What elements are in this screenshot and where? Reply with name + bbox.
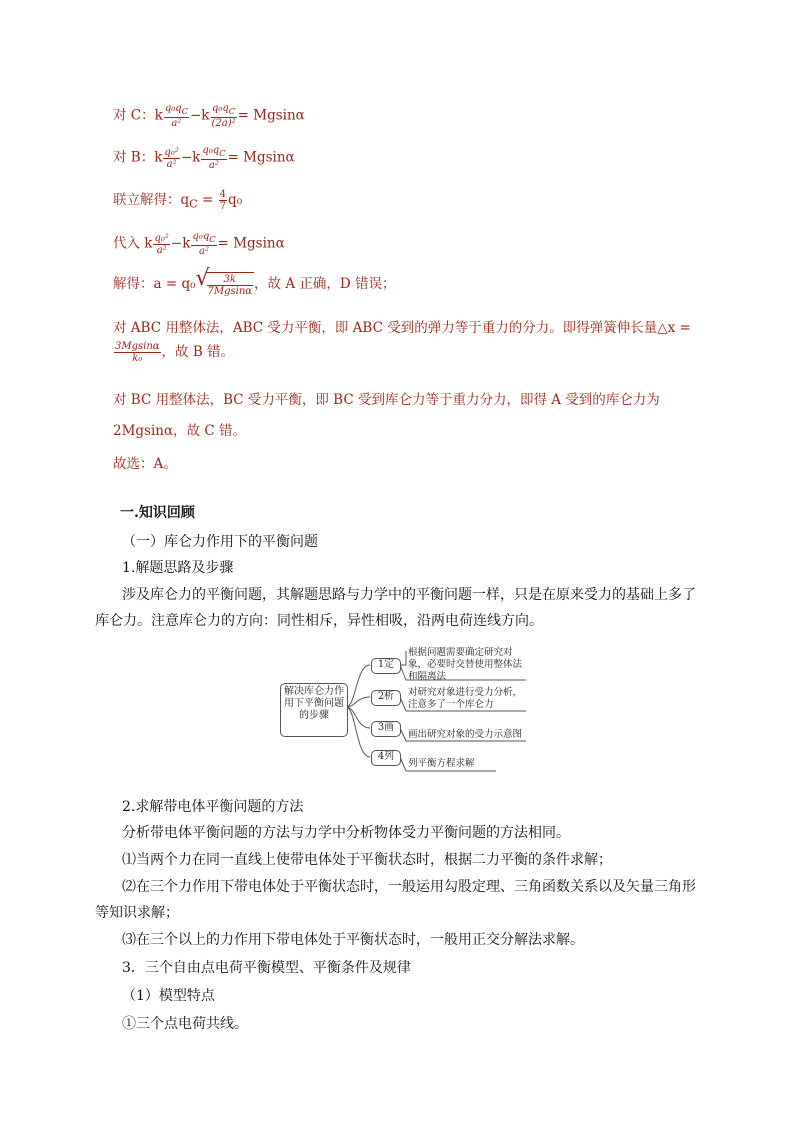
item3-title: 3．三个自由点电荷平衡模型、平衡条件及规律 bbox=[122, 960, 411, 976]
diagram-step-4-desc: 列平衡方程求解 bbox=[408, 758, 475, 769]
eq-solve-result: ，故 A 正确，D 错误； bbox=[254, 276, 396, 292]
steps-diagram bbox=[278, 645, 538, 775]
eq-b: 对 B：k $\frac{\text{q₀²}}{\text{a²}}$ −k $\frac{q_0q_C}{\text{a²}}$ = Mgsinα bbox=[113, 145, 295, 171]
item2-title: 2.求解带电体平衡问题的方法 bbox=[122, 799, 304, 815]
eq-c: 对 C：k $\frac{q_0q_C}{\text{a²}}$ −k $\frac{q_0q_C}{\text{(2a)²}}$ = Mgsinα bbox=[113, 103, 305, 129]
review-heading: 一.知识回顾 bbox=[120, 505, 195, 521]
diagram-step-1-tag: 1定 bbox=[371, 658, 401, 674]
item2-b2: 等知识求解； bbox=[95, 905, 179, 921]
eq-joint: 联立解得：$q_C$ = $\frac{4}{7}$ q₀ bbox=[113, 189, 243, 212]
diagram-step-4-tag: 4列 bbox=[371, 750, 401, 766]
bc-line2: 2Mgsinα，故 C 错。 bbox=[113, 423, 247, 439]
diagram-step-3-desc: 画出研究对象的受力示意图 bbox=[408, 729, 523, 740]
item3-p1: ①三个点电荷共线。 bbox=[122, 1016, 248, 1032]
answer-line: 故选：A。 bbox=[113, 456, 177, 472]
diagram-step-3-tag: 3画 bbox=[371, 721, 401, 737]
diagram-root: 解决库仑力作用下平衡问题的步骤 bbox=[280, 683, 348, 737]
item2-c: ⑶在三个以上的力作用下带电体处于平衡状态时，一般用正交分解法求解。 bbox=[122, 932, 584, 948]
abc-line2-tail: ，故 B 错。 bbox=[161, 344, 235, 360]
eq-b-label: 对 B： bbox=[113, 149, 155, 166]
eq-sub: 代入 k $\frac{\text{q₀²}}{\text{a²}}$ −k $\frac{q_0q_C}{\text{a²}}$ = Mgsinα bbox=[113, 231, 285, 257]
eq-c-label: 对 C： bbox=[113, 107, 155, 124]
item3-sub: （1）模型特点 bbox=[122, 988, 215, 1004]
abc-line2: $\frac{3Mgsin\alpha}{\text{k₀}}$ ，故 B 错。 bbox=[115, 341, 235, 364]
item1-p2: 库仑力。注意库仑力的方向：同性相斥，异性相吸，沿两电荷连线方向。 bbox=[95, 613, 543, 629]
diagram-step-2-tag: 2析 bbox=[371, 690, 401, 706]
eq-sub-label: 代入 bbox=[113, 235, 140, 252]
eq-joint-label: 联立解得： bbox=[113, 192, 181, 208]
abc-line1: 对 ABC 用整体法，ABC 受力平衡，即 ABC 受到的弹力等于重力的分力。即得弹簧伸长量△x = bbox=[113, 320, 691, 336]
item2-p1: 分析带电体平衡问题的方法与力学中分析物体受力平衡问题的方法相同。 bbox=[122, 825, 570, 841]
item1-title: 1.解题思路及步骤 bbox=[122, 560, 234, 576]
item2-b1: ⑵在三个力作用下带电体处于平衡状态时，一般运用勾股定理、三角函数关系以及矢量三角形 bbox=[122, 879, 696, 895]
diagram-step-1-desc: 根据问题需要确定研究对象，必要时交替使用整体法和隔离法 bbox=[408, 647, 523, 682]
bc-line1: 对 BC 用整体法，BC 受力平衡，即 BC 受到库仑力等于重力分力，即得 A 受到的库仑力为 bbox=[113, 392, 660, 408]
item2-a: ⑴当两个力在同一直线上使带电体处于平衡状态时，根据二力平衡的条件求解； bbox=[122, 852, 612, 868]
review-sub1: （一）库仑力作用下的平衡问题 bbox=[122, 534, 318, 550]
diagram-step-2-desc: 对研究对象进行受力分析，注意多了一个库仑力 bbox=[408, 687, 523, 710]
eq-solve-label: 解得： bbox=[113, 276, 154, 292]
eq-solve: 解得：a = q₀ √ $\frac{3k}{7Mgsin\alpha}$ ，故 A 正确，D 错误； bbox=[113, 266, 396, 297]
item1-p1: 涉及库仑力的平衡问题，其解题思路与力学中的平衡问题一样，只是在原来受力的基础上多了 bbox=[122, 587, 696, 603]
